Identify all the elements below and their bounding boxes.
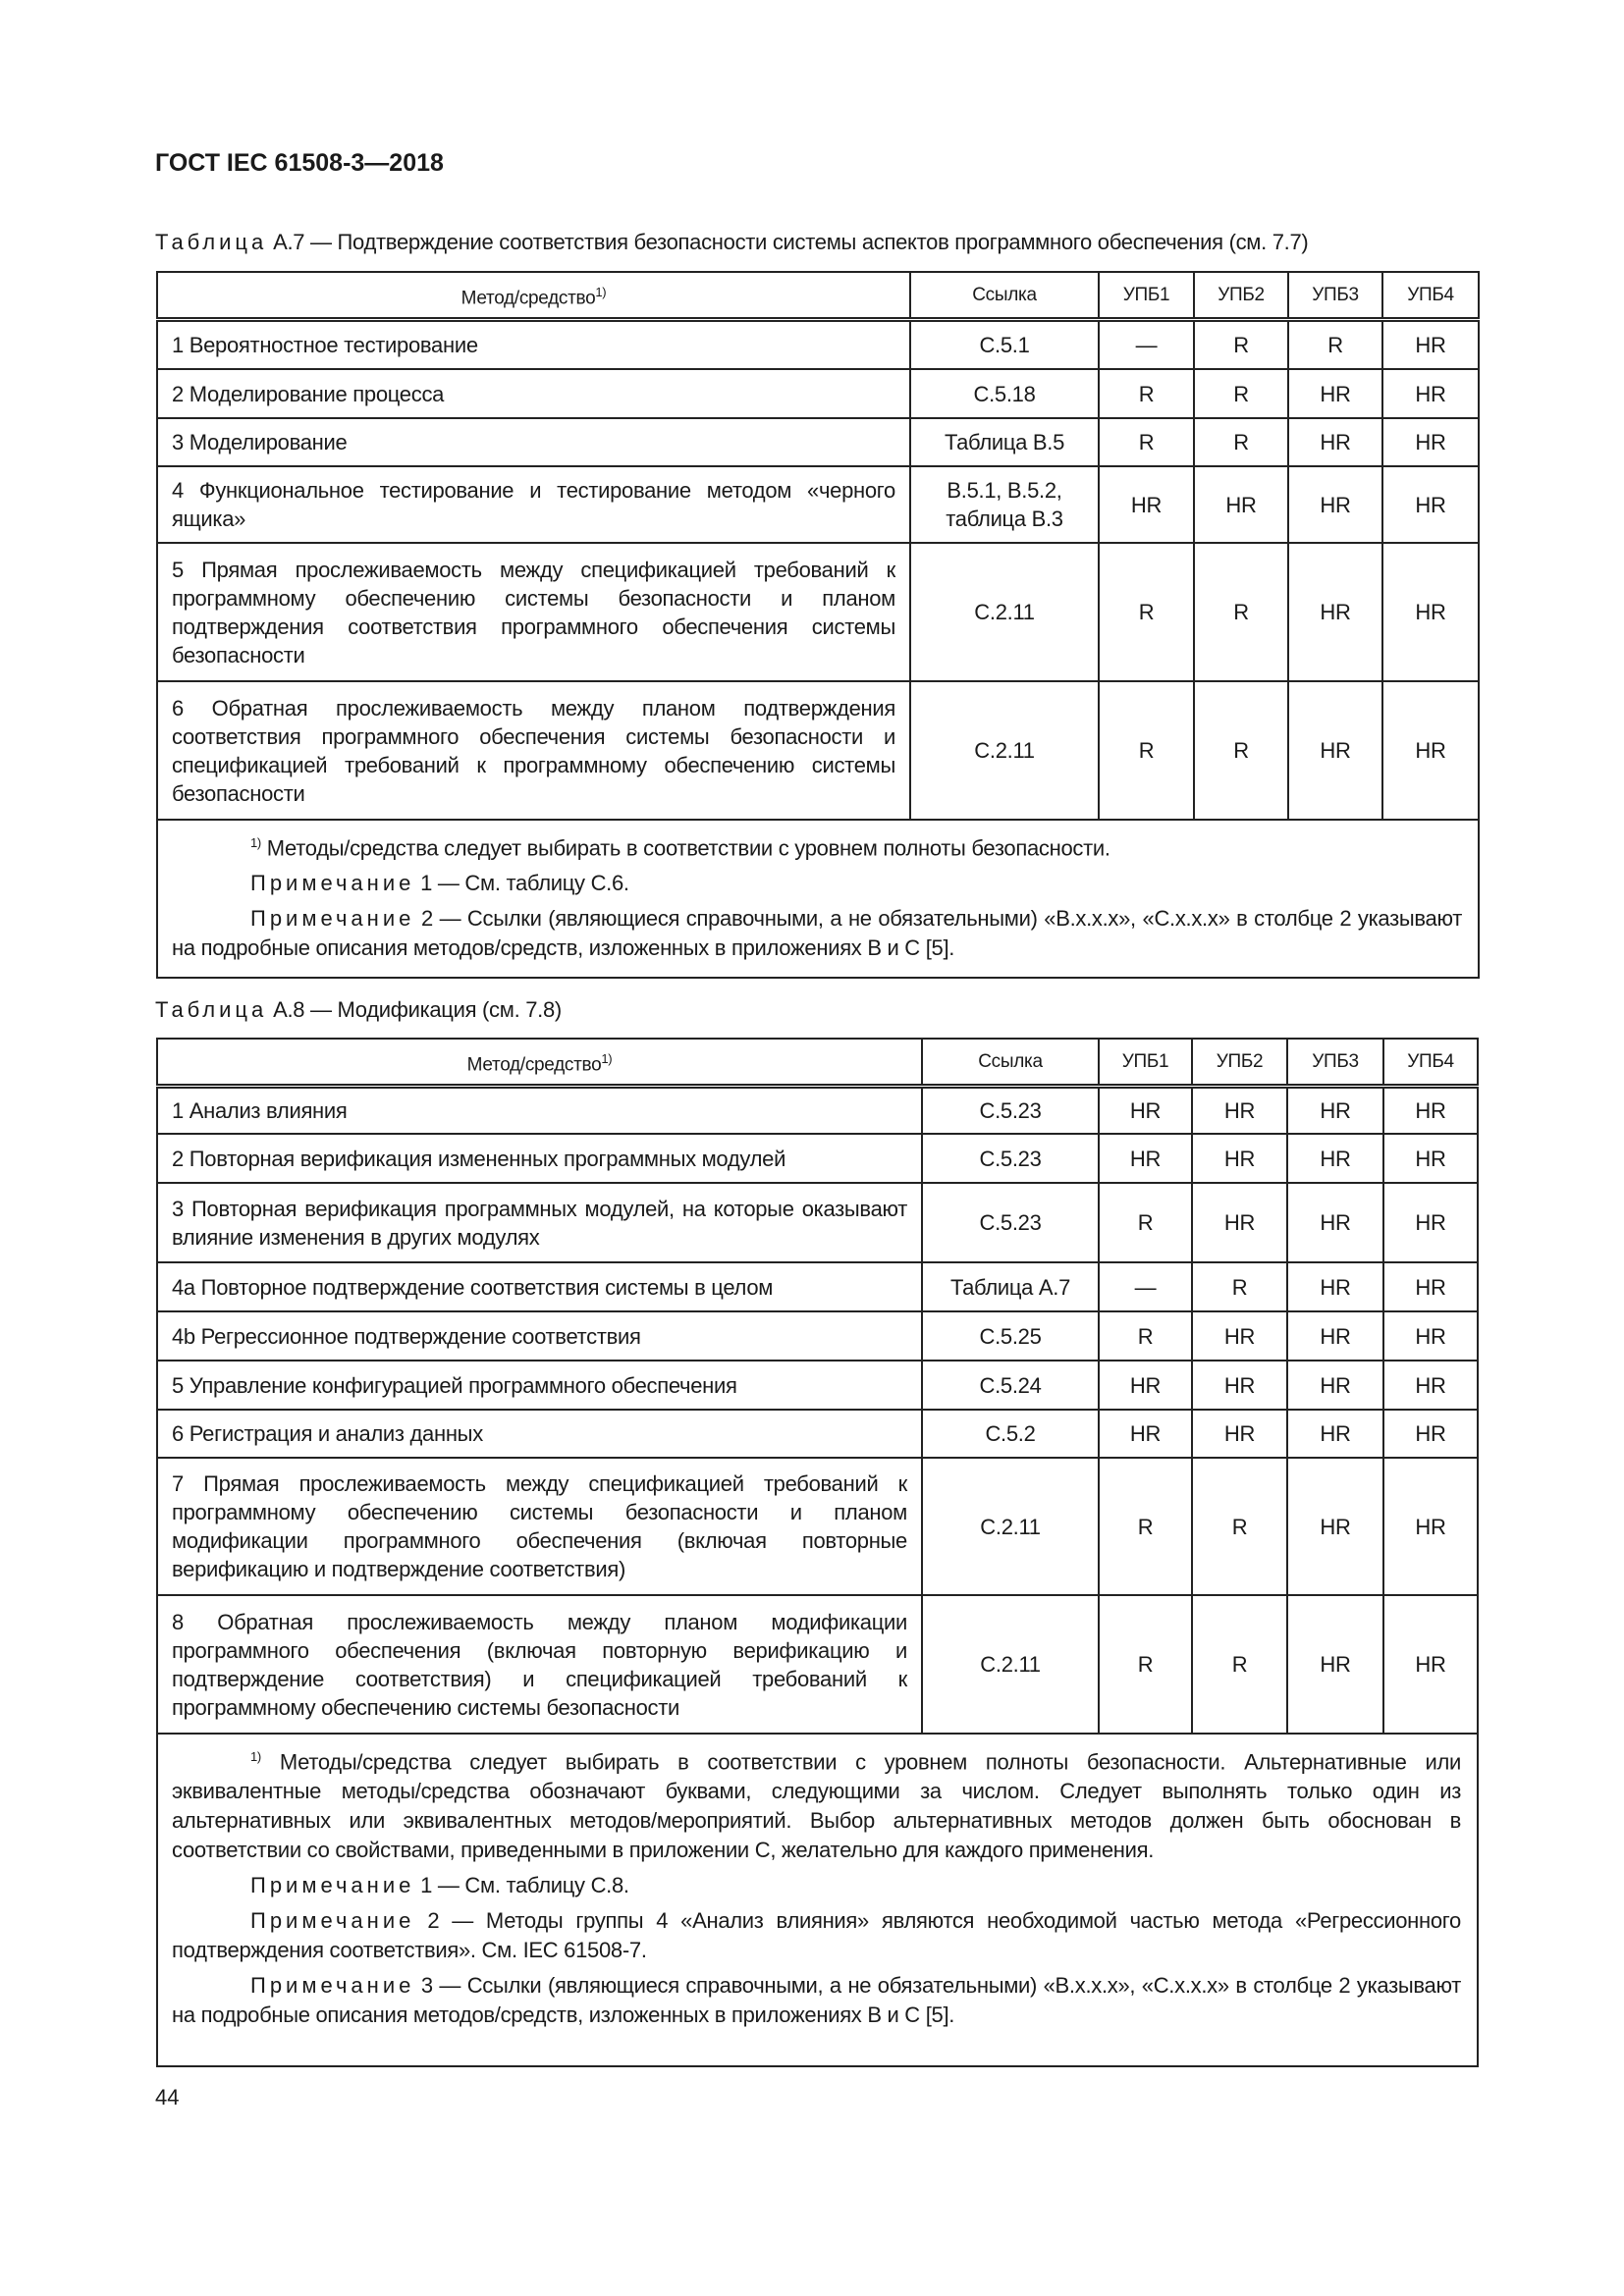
reference-cell: С.2.11 xyxy=(910,681,1099,820)
reference-cell: С.2.11 xyxy=(922,1458,1099,1595)
sil1-cell: R xyxy=(1099,1311,1192,1361)
column-header-ref: Ссылка xyxy=(922,1039,1099,1086)
table-row xyxy=(157,1311,1478,1361)
sil1-cell: R xyxy=(1099,418,1194,466)
caption-label: Таблица xyxy=(155,997,268,1022)
sil2-cell: HR xyxy=(1192,1134,1287,1183)
method-cell: 6 Обратная прослеживаемость между планом подтверждения соответствия программного обеспечения системы безопасности и спецификацией требований к программному обеспечению системы безопасности xyxy=(157,681,910,820)
table-row xyxy=(157,418,1479,466)
sil3-cell: HR xyxy=(1287,1361,1383,1410)
note-text: 2 — Методы группы 4 «Анализ влияния» являются необходимой частью метода «Регрессионного подтверждения соответствия». См. IEC 61508-7. xyxy=(172,1908,1461,1963)
sil2-cell: HR xyxy=(1194,466,1288,543)
column-header-upb1: УПБ1 xyxy=(1099,1039,1192,1086)
note-text: 3 — Ссылки (являющиеся справочными, а не обязательными) «В.х.х.х», «С.х.х.х» в столбце 2 указывают на подробные описания методов/средств, изложенных в приложениях В и С [5]. xyxy=(172,1973,1461,2028)
footnote-marker: 1) xyxy=(250,835,261,850)
note xyxy=(172,1906,1461,1965)
sil4-cell: HR xyxy=(1382,369,1479,418)
sil2-cell: HR xyxy=(1192,1361,1287,1410)
footnote xyxy=(172,1742,1461,1865)
reference-cell: С.5.1 xyxy=(910,319,1099,369)
caption-label: Таблица xyxy=(155,230,268,254)
sil1-cell: R xyxy=(1099,1458,1192,1595)
table-row xyxy=(157,1361,1478,1410)
method-cell: 4 Функциональное тестирование и тестирование методом «черного ящика» xyxy=(157,466,910,543)
method-cell: 4b Регрессионное подтверждение соответствия xyxy=(157,1311,922,1361)
sil3-cell: HR xyxy=(1287,1086,1383,1134)
sil4-cell: HR xyxy=(1383,1595,1478,1734)
sil4-cell: HR xyxy=(1383,1183,1478,1262)
sil4-cell: HR xyxy=(1382,681,1479,820)
reference-cell: С.5.18 xyxy=(910,369,1099,418)
sil1-cell: R xyxy=(1099,681,1194,820)
sil4-cell: HR xyxy=(1382,543,1479,681)
footnote-marker: 1) xyxy=(601,1050,613,1066)
table-row xyxy=(157,319,1479,369)
table-row xyxy=(157,1086,1478,1134)
sil3-cell: R xyxy=(1288,319,1382,369)
sil1-cell: R xyxy=(1099,543,1194,681)
table-row xyxy=(157,1595,1478,1734)
note-label: Примечание xyxy=(250,1908,415,1934)
note-text: 2 — Ссылки (являющиеся справочными, а не обязательными) «В.х.х.х», «С.х.х.х» в столбце 2 указывают на подробные описания методов/средств, изложенных в приложениях В и С [5]. xyxy=(172,906,1462,961)
sil1-cell: HR xyxy=(1099,1410,1192,1458)
method-cell: 6 Регистрация и анализ данных xyxy=(157,1410,922,1458)
reference-cell: С.5.23 xyxy=(922,1134,1099,1183)
sil4-cell: HR xyxy=(1383,1458,1478,1595)
column-header-upb1: УПБ1 xyxy=(1099,272,1194,319)
footnote-text: Методы/средства следует выбирать в соответствии с уровнем полноты безопасности. xyxy=(260,835,1110,861)
footnote-row xyxy=(157,820,1479,978)
sil1-cell: HR xyxy=(1099,466,1194,543)
table-row xyxy=(157,681,1479,820)
table-row xyxy=(157,543,1479,681)
note xyxy=(172,1871,1461,1900)
column-header-method-label: Метод/средство xyxy=(460,287,596,308)
sil1-cell: R xyxy=(1099,369,1194,418)
footnote xyxy=(172,828,1462,863)
method-cell: 3 Повторная верификация программных модулей, на которые оказывают влияние изменения в других модулях xyxy=(157,1183,922,1262)
method-cell: 5 Прямая прослеживаемость между спецификацией требований к программному обеспечению системы безопасности и планом подтверждения соответствия программного обеспечения системы безопасности xyxy=(157,543,910,681)
sil1-cell: HR xyxy=(1099,1134,1192,1183)
note-label: Примечание xyxy=(250,1973,415,1999)
column-header-method-label: Метод/средство xyxy=(466,1053,602,1075)
sil1-cell: — xyxy=(1099,1262,1192,1311)
sil3-cell: HR xyxy=(1287,1183,1383,1262)
method-cell: 8 Обратная прослеживаемость между планом модификации программного обеспечения (включая повторную верификацию и подтверждение соответствия) и спецификацией требований к программному обеспечению системы безопасности xyxy=(157,1595,922,1734)
sil4-cell: HR xyxy=(1383,1086,1478,1134)
column-header-upb3: УПБ3 xyxy=(1288,272,1382,319)
sil2-cell: R xyxy=(1192,1595,1287,1734)
table-a7-caption xyxy=(155,230,1308,255)
method-cell: 2 Моделирование процесса xyxy=(157,369,910,418)
column-header-upb2: УПБ2 xyxy=(1192,1039,1287,1086)
sil1-cell: HR xyxy=(1099,1361,1192,1410)
method-cell: 2 Повторная верификация измененных программных модулей xyxy=(157,1134,922,1183)
note-label: Примечание xyxy=(250,906,415,932)
reference-cell: Таблица А.7 xyxy=(922,1262,1099,1311)
note-label: Примечание xyxy=(250,1873,415,1898)
note-text: 1 — См. таблицу С.8. xyxy=(414,1873,629,1898)
footnote-marker: 1) xyxy=(250,1749,261,1764)
footnote-cell xyxy=(157,820,1479,978)
sil2-cell: R xyxy=(1194,543,1288,681)
column-header-upb2: УПБ2 xyxy=(1194,272,1288,319)
sil4-cell: HR xyxy=(1382,466,1479,543)
sil1-cell: — xyxy=(1099,319,1194,369)
column-header-method xyxy=(157,1039,922,1086)
page-number: 44 xyxy=(155,2085,180,2109)
note xyxy=(172,869,1462,898)
footnote-cell xyxy=(157,1734,1478,2066)
reference-cell: С.5.23 xyxy=(922,1086,1099,1134)
sil1-cell: R xyxy=(1099,1595,1192,1734)
sil3-cell: HR xyxy=(1287,1134,1383,1183)
column-header-upb4: УПБ4 xyxy=(1383,1039,1478,1086)
column-header-upb3: УПБ3 xyxy=(1287,1039,1383,1086)
method-cell: 3 Моделирование xyxy=(157,418,910,466)
sil3-cell: HR xyxy=(1288,418,1382,466)
footnote-row xyxy=(157,1734,1478,2066)
sil2-cell: HR xyxy=(1192,1311,1287,1361)
sil2-cell: R xyxy=(1192,1262,1287,1311)
table-header-row xyxy=(157,1039,1478,1086)
reference-cell: С.2.11 xyxy=(922,1595,1099,1734)
sil3-cell: HR xyxy=(1287,1311,1383,1361)
footnote-marker: 1) xyxy=(595,284,607,299)
caption-title: А.8 — Модификация (см. 7.8) xyxy=(267,997,562,1022)
sil2-cell: R xyxy=(1194,418,1288,466)
table-row xyxy=(157,1262,1478,1311)
sil3-cell: HR xyxy=(1288,681,1382,820)
sil4-cell: HR xyxy=(1383,1134,1478,1183)
sil4-cell: HR xyxy=(1382,418,1479,466)
caption-title: А.7 — Подтверждение соответствия безопасности системы аспектов программного обеспечения (см. 7.7) xyxy=(267,230,1309,254)
note-label: Примечание xyxy=(250,871,415,896)
sil4-cell: HR xyxy=(1383,1361,1478,1410)
table-row xyxy=(157,369,1479,418)
sil2-cell: R xyxy=(1192,1458,1287,1595)
method-cell: 5 Управление конфигурацией программного обеспечения xyxy=(157,1361,922,1410)
table-a8 xyxy=(156,1038,1479,2067)
reference-cell: С.5.23 xyxy=(922,1183,1099,1262)
footnote-text: Методы/средства следует выбирать в соответствии с уровнем полноты безопасности. Альтернативные или эквивалентные методы/средства обозначают буквами, следующими за числом. Следует выполнять только один из альтернативных или эквивалентных методов/мероприятий. Выбор альтернативных методов должен быть обоснован в соответствии со свойствами, приведенными в приложении С, желательно для каждого применения. xyxy=(172,1749,1461,1863)
sil3-cell: HR xyxy=(1287,1458,1383,1595)
method-cell: 1 Вероятностное тестирование xyxy=(157,319,910,369)
sil3-cell: HR xyxy=(1288,543,1382,681)
table-header-row xyxy=(157,272,1479,319)
sil3-cell: HR xyxy=(1287,1262,1383,1311)
sil4-cell: HR xyxy=(1382,319,1479,369)
reference-cell: С.5.2 xyxy=(922,1410,1099,1458)
column-header-ref: Ссылка xyxy=(910,272,1099,319)
sil2-cell: R xyxy=(1194,319,1288,369)
sil4-cell: HR xyxy=(1383,1410,1478,1458)
table-row xyxy=(157,1410,1478,1458)
sil1-cell: HR xyxy=(1099,1086,1192,1134)
reference-cell: Таблица В.5 xyxy=(910,418,1099,466)
sil4-cell: HR xyxy=(1383,1262,1478,1311)
method-cell: 7 Прямая прослеживаемость между спецификацией требований к программному обеспечению системы безопасности и планом модификации программного обеспечения (включая повторные верификацию и подтверждение соответствия) xyxy=(157,1458,922,1595)
sil4-cell: HR xyxy=(1383,1311,1478,1361)
sil1-cell: R xyxy=(1099,1183,1192,1262)
sil3-cell: HR xyxy=(1288,466,1382,543)
method-cell: 4а Повторное подтверждение соответствия системы в целом xyxy=(157,1262,922,1311)
column-header-method xyxy=(157,272,910,319)
reference-cell: С.5.25 xyxy=(922,1311,1099,1361)
method-cell: 1 Анализ влияния xyxy=(157,1086,922,1134)
sil3-cell: HR xyxy=(1287,1410,1383,1458)
reference-cell: В.5.1, В.5.2, таблица В.3 xyxy=(910,466,1099,543)
table-row xyxy=(157,1458,1478,1595)
sil2-cell: R xyxy=(1194,369,1288,418)
table-a8-caption xyxy=(155,997,562,1023)
note-text: 1 — См. таблицу С.6. xyxy=(414,871,629,896)
sil3-cell: HR xyxy=(1287,1595,1383,1734)
table-row xyxy=(157,1134,1478,1183)
note xyxy=(172,904,1462,963)
sil2-cell: HR xyxy=(1192,1183,1287,1262)
sil2-cell: HR xyxy=(1192,1410,1287,1458)
sil2-cell: HR xyxy=(1192,1086,1287,1134)
table-a7 xyxy=(156,271,1480,979)
reference-cell: С.2.11 xyxy=(910,543,1099,681)
sil3-cell: HR xyxy=(1288,369,1382,418)
column-header-upb4: УПБ4 xyxy=(1382,272,1479,319)
sil2-cell: R xyxy=(1194,681,1288,820)
note xyxy=(172,1971,1461,2030)
reference-cell: С.5.24 xyxy=(922,1361,1099,1410)
table-row xyxy=(157,466,1479,543)
table-row xyxy=(157,1183,1478,1262)
document-header: ГОСТ IEC 61508-3—2018 xyxy=(155,149,444,177)
